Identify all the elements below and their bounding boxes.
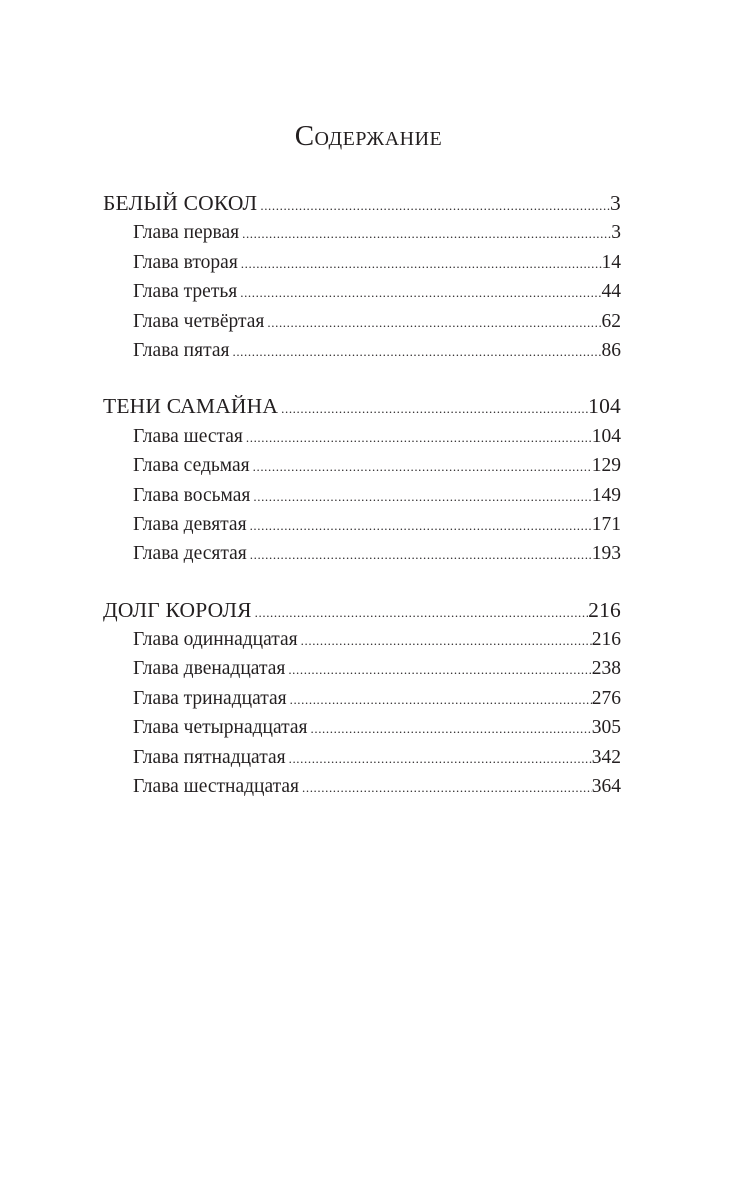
dot-leader xyxy=(243,423,592,452)
toc-chapter-entry[interactable] xyxy=(103,713,621,742)
toc-chapter-entry[interactable] xyxy=(103,510,621,539)
dot-leader xyxy=(237,278,601,307)
chapter-title: Глава четырнадцатая xyxy=(133,717,308,739)
toc-chapter-entry[interactable] xyxy=(103,307,621,336)
toc-chapter-entry[interactable] xyxy=(103,248,621,277)
toc-part xyxy=(103,189,621,365)
toc-chapter-entry[interactable] xyxy=(103,336,621,365)
page-number: 193 xyxy=(591,543,621,565)
toc-chapter-entry[interactable] xyxy=(103,451,621,480)
page-number: 364 xyxy=(591,776,621,798)
chapter-title: Глава вторая xyxy=(133,251,238,273)
dot-leader xyxy=(286,744,592,773)
dot-leader xyxy=(250,482,591,511)
dot-leader xyxy=(278,394,588,423)
toc-chapter-entry[interactable] xyxy=(103,654,621,683)
dot-leader xyxy=(250,452,592,481)
dot-leader xyxy=(238,249,602,278)
chapter-title: Глава шестая xyxy=(133,425,243,447)
page-number: 3 xyxy=(610,191,621,215)
page-number: 3 xyxy=(611,222,621,244)
page-title: Содержание xyxy=(294,120,443,152)
page-number: 305 xyxy=(591,717,621,739)
part-title: ТЕНИ САМАЙНА xyxy=(103,394,279,419)
chapter-title: Глава десятая xyxy=(133,543,247,565)
toc-chapter-entry[interactable] xyxy=(103,625,621,654)
page-number: 14 xyxy=(601,251,621,273)
dot-leader xyxy=(252,598,589,627)
page-number: 238 xyxy=(591,658,621,680)
page-number: 171 xyxy=(591,513,621,535)
part-title: БЕЛЫЙ СОКОЛ xyxy=(103,191,258,215)
page-number: 104 xyxy=(591,425,621,447)
chapter-title: Глава пятая xyxy=(133,339,230,361)
page-number: 129 xyxy=(591,455,621,477)
chapter-title: Глава седьмая xyxy=(133,455,250,477)
table-of-contents xyxy=(103,189,621,828)
chapter-title: Глава четвёртая xyxy=(133,310,265,332)
page-number: 342 xyxy=(591,746,621,768)
page-number: 276 xyxy=(591,687,621,709)
toc-chapter-entry[interactable] xyxy=(103,481,621,510)
toc-chapter-entry[interactable] xyxy=(103,539,621,568)
dot-leader xyxy=(285,655,591,684)
toc-chapter-entry[interactable] xyxy=(103,772,621,801)
page-number: 44 xyxy=(601,281,621,303)
page-number: 104 xyxy=(588,394,621,419)
toc-part-entry[interactable] xyxy=(103,596,621,625)
chapter-title: Глава двенадцатая xyxy=(133,658,286,680)
page-number: 149 xyxy=(591,484,621,506)
chapter-title: Глава третья xyxy=(133,281,238,303)
dot-leader xyxy=(247,540,592,569)
dot-leader xyxy=(308,714,592,743)
dot-leader xyxy=(264,308,601,337)
page-number: 216 xyxy=(591,629,621,651)
toc-part-entry[interactable] xyxy=(103,392,621,421)
chapter-title: Глава тринадцатая xyxy=(133,687,287,709)
dot-leader xyxy=(247,511,592,540)
toc-chapter-entry[interactable] xyxy=(103,743,621,772)
chapter-title: Глава пятнадцатая xyxy=(133,746,286,768)
toc-part xyxy=(103,392,621,568)
dot-leader xyxy=(257,191,610,220)
dot-leader xyxy=(239,219,611,248)
page-number: 216 xyxy=(588,597,621,622)
page-number: 62 xyxy=(601,310,621,332)
chapter-title: Глава первая xyxy=(133,222,240,244)
chapter-title: Глава шестнадцатая xyxy=(133,776,299,798)
chapter-title: Глава одиннадцатая xyxy=(133,629,298,651)
part-title: ДОЛГ КОРОЛЯ xyxy=(103,597,252,622)
dot-leader xyxy=(229,337,601,366)
dot-leader xyxy=(298,626,592,655)
page-number: 86 xyxy=(601,339,621,361)
dot-leader xyxy=(299,773,592,802)
toc-part xyxy=(103,596,621,802)
toc-chapter-entry[interactable] xyxy=(103,684,621,713)
chapter-title: Глава девятая xyxy=(133,513,247,535)
toc-part-entry[interactable] xyxy=(103,189,621,218)
toc-chapter-entry[interactable] xyxy=(103,218,621,247)
toc-chapter-entry[interactable] xyxy=(103,277,621,306)
chapter-title: Глава восьмая xyxy=(133,484,251,506)
toc-chapter-entry[interactable] xyxy=(103,422,621,451)
dot-leader xyxy=(287,685,592,714)
